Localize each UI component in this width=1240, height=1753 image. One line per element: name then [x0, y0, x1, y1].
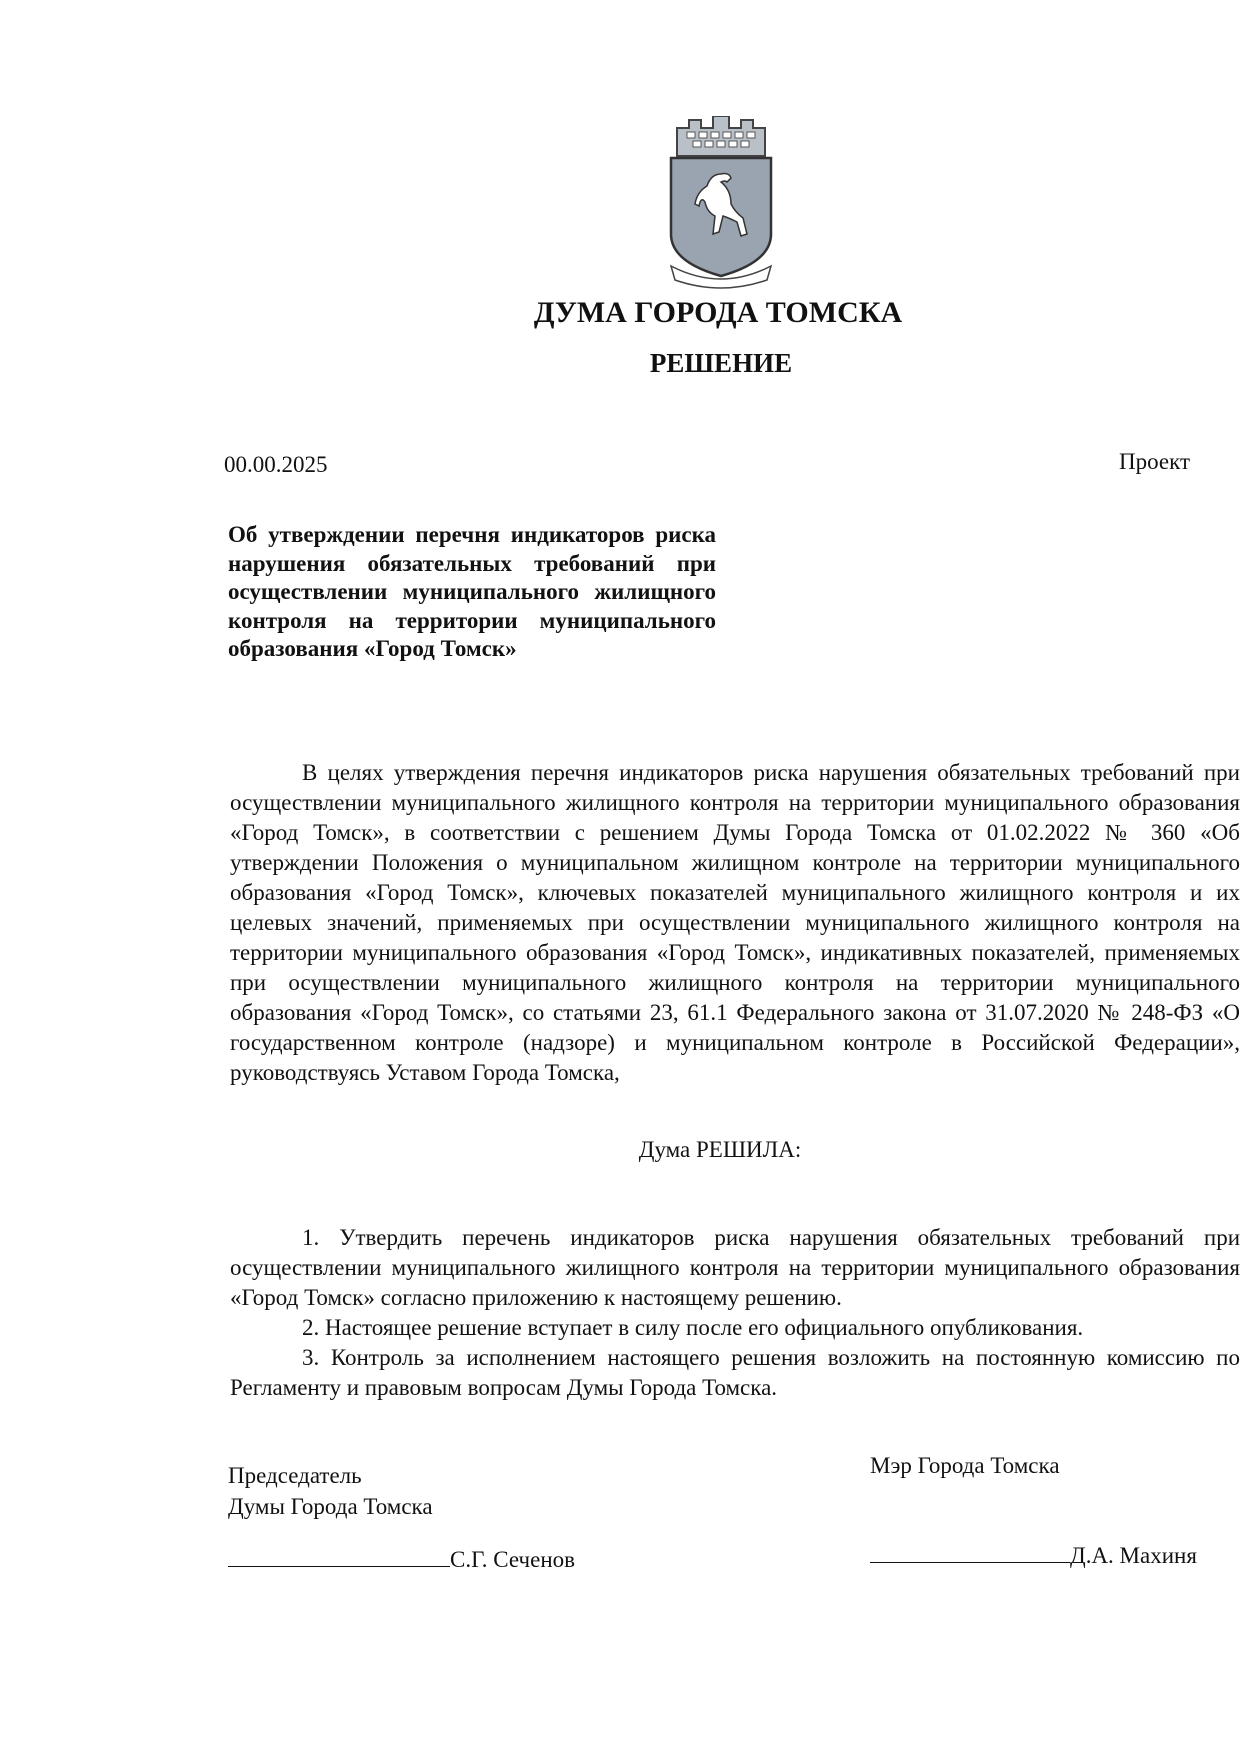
mayor-name: Д.А. Махиня: [1070, 1543, 1197, 1568]
coat-of-arms-icon: [665, 116, 777, 290]
preamble-paragraph: В целях утверждения перечня индикаторов риска нарушения обязательных требований при осуществлении муниципального жилищного контроля на территории муниципального образования «Город Томск», в соответствии с решением Думы Города Томска от 01.02.2022 № 360 «Об утверждении Положения о муниципальном жилищном контроле на территории муниципального образования «Город Томск», ключевых показателей муниципального жилищного контроля и их целевых значений, применяемых при осуществлении муниципального жилищного контроля на территории муниципального образования «Город Томск», индикативных показателей, применяемых при осуществлении муниципального жилищного контроля на территории муниципального образования «Город Томск», со статьями 23, 61.1 Федерального закона от 31.07.2020 № 248-ФЗ «О государственном контроле (надзоре) и муниципальном контроле в Российской Федерации», руководствуясь Уставом Города Томска,: [230, 760, 1240, 1085]
mayor-title: Мэр Города Томска: [870, 1453, 1060, 1478]
chairman-title-line1: Председатель: [228, 1463, 362, 1488]
document-subject: Об утверждении перечня индикаторов риска нарушения обязательных требований при осуществлении муниципального жилищного контроля на территории муниципального образования «Город Томск»: [228, 522, 716, 662]
document-kind: РЕШЕНИЕ: [649, 348, 793, 378]
chairman-title-line2: Думы Города Томска: [228, 1494, 433, 1519]
resolution-item: 3. Контроль за исполнением настоящего решения возложить на постоянную комиссию по Регламенту и правовым вопросам Думы Города Томска.: [230, 1345, 1240, 1400]
organization-name: ДУМА ГОРОДА ТОМСКА: [533, 296, 903, 329]
resolution-item: 2. Настоящее решение вступает в силу после его официального опубликования.: [302, 1315, 1084, 1340]
chairman-signature: [228, 1546, 575, 1573]
signature-line: [228, 1546, 450, 1567]
resolution-item: 1. Утвердить перечень индикаторов риска нарушения обязательных требований при осуществлении муниципального жилищного контроля на территории муниципального образования «Город Томск» согласно приложению к настоящему решению.: [230, 1225, 1240, 1310]
mayor-signature: [870, 1542, 1197, 1569]
chairman-name: С.Г. Сеченов: [450, 1547, 575, 1572]
draft-status: Проект: [1119, 449, 1191, 474]
resolution-items: [230, 1223, 1240, 1403]
resolution-heading: Дума РЕШИЛА:: [638, 1137, 802, 1162]
signature-line: [870, 1542, 1070, 1563]
chairman-title: [228, 1460, 433, 1522]
document-date: 00.00.2025: [224, 452, 328, 477]
